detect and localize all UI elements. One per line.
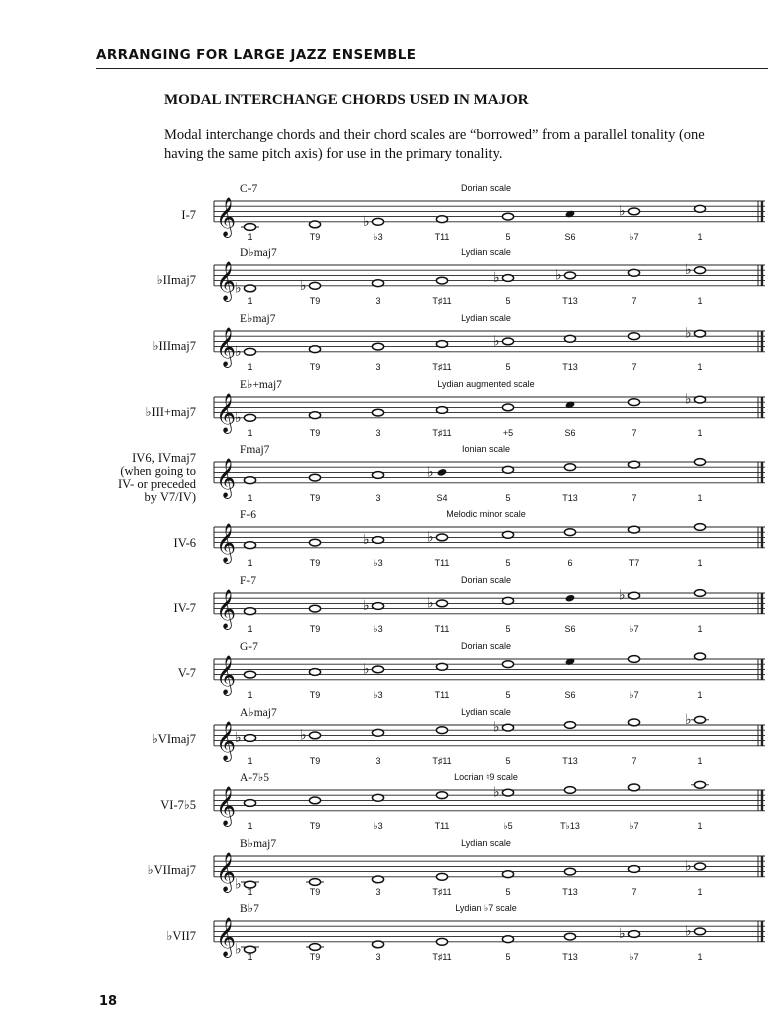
flat-accidental-icon: ♭ [685, 326, 692, 342]
music-example [214, 838, 765, 897]
scale-degree-label: T9 [309, 492, 321, 503]
scale-degree-label: T11 [434, 623, 450, 634]
scale-degree-label: 3 [375, 886, 381, 897]
scale-degree-label: 7 [631, 886, 637, 897]
whole-note [694, 524, 705, 531]
flat-accidental-icon: ♭ [493, 785, 500, 801]
whole-note [309, 605, 320, 612]
whole-note [309, 797, 320, 804]
note-head-filled [565, 594, 576, 603]
chord-symbol: D♭maj7 [240, 247, 277, 259]
music-example [214, 772, 765, 831]
scale-degree-label: 7 [631, 755, 637, 766]
scale-degree-label: T13 [562, 886, 578, 897]
scale-degree-label: 1 [247, 689, 253, 700]
chord-symbol: G-7 [240, 641, 258, 653]
treble-clef-icon: 𝄞 [216, 459, 237, 497]
whole-note [436, 663, 447, 670]
scale-degree-label: ♭3 [373, 557, 383, 568]
scale-degree-label: 1 [247, 231, 253, 242]
scale-degree-label: 3 [375, 295, 381, 306]
whole-note [244, 671, 255, 678]
scale-degree-label: 1 [247, 427, 253, 438]
scale-degree-label: T9 [309, 295, 321, 306]
whole-note [372, 409, 383, 416]
chord-function-label: IV6, IVmaj7 (when going to IV- or preceded by V7/IV) [118, 451, 196, 504]
scale-degree-label: T9 [309, 361, 321, 372]
chord-symbol: B♭7 [240, 903, 259, 915]
whole-note [564, 868, 575, 875]
chord-symbol: A♭maj7 [240, 707, 277, 719]
whole-note [244, 477, 255, 484]
music-example [214, 183, 765, 242]
chord-function-label: ♭IImaj7 [156, 273, 196, 287]
chord-function-label: I-7 [181, 208, 196, 222]
scale-degree-label: T9 [309, 557, 321, 568]
whole-note [502, 789, 513, 796]
whole-note [694, 928, 705, 935]
whole-note [564, 787, 575, 794]
whole-note [502, 466, 513, 473]
intro-paragraph: Modal interchange chords and their chord scales are “borrowed” from a parallel tonality (one having the same pitch axis) for use in the primary tonality. [164, 127, 705, 162]
whole-note [564, 464, 575, 471]
flat-accidental-icon: ♭ [235, 731, 242, 746]
whole-note [436, 277, 447, 284]
scale-degree-label: T♭13 [560, 820, 580, 831]
whole-note [628, 399, 639, 406]
note-head-filled [437, 468, 448, 477]
chord-symbol: B♭maj7 [240, 838, 277, 850]
scale-degree-label: +5 [502, 427, 514, 438]
whole-note [436, 873, 447, 880]
whole-note [694, 396, 705, 403]
whole-note [628, 866, 639, 873]
whole-note [694, 330, 705, 337]
scale-degree-label: 5 [505, 623, 511, 634]
whole-note [628, 931, 639, 938]
flat-accidental-icon: ♭ [427, 530, 434, 546]
chord-function-label: ♭VImaj7 [151, 732, 196, 746]
flat-accidental-icon: ♭ [300, 728, 307, 744]
scale-degree-label: 1 [697, 492, 703, 503]
whole-note [502, 213, 513, 220]
scale-degree-label: ♭7 [629, 689, 639, 700]
treble-clef-icon: 𝄞 [216, 787, 237, 825]
whole-note [502, 724, 513, 731]
whole-note [564, 272, 575, 279]
scale-degree-label: T9 [309, 886, 321, 897]
page-number: 18 [99, 994, 118, 1009]
whole-note [244, 542, 255, 549]
scale-degree-label: 1 [697, 886, 703, 897]
flat-accidental-icon: ♭ [235, 942, 242, 958]
scale-degree-label: 5 [505, 557, 511, 568]
scale-degree-label: T♯11 [432, 951, 452, 962]
whole-note [309, 944, 320, 951]
whole-note [244, 224, 255, 231]
scale-degree-label: 5 [505, 951, 511, 962]
whole-note [694, 459, 705, 466]
scale-degree-label: 1 [247, 557, 253, 568]
music-example [214, 313, 765, 372]
scale-name: Lydian ♭7 scale [455, 903, 517, 913]
music-example [214, 641, 765, 700]
treble-clef-icon: 𝄞 [216, 918, 237, 956]
scale-degree-label: 1 [697, 361, 703, 372]
whole-note [502, 531, 513, 538]
scale-degree-label: S6 [564, 689, 576, 700]
whole-note [309, 539, 320, 546]
whole-note [628, 526, 639, 533]
scale-degree-label: ♭3 [373, 689, 383, 700]
scale-name: Locrian ♮9 scale [454, 772, 518, 782]
scale-degree-label: 1 [247, 951, 253, 962]
whole-note [309, 474, 320, 481]
scale-degree-label: T11 [434, 689, 450, 700]
scale-name: Lydian scale [461, 247, 511, 257]
flat-accidental-icon: ♭ [685, 712, 692, 728]
music-example [214, 707, 765, 766]
scale-degree-label: ♭5 [503, 820, 513, 831]
scale-degree-label: 5 [505, 361, 511, 372]
chord-function-label: IV-7 [173, 601, 196, 615]
whole-note [309, 221, 320, 228]
scale-degree-label: ♭7 [629, 231, 639, 242]
scale-degree-label: 1 [697, 231, 703, 242]
music-example [214, 903, 765, 962]
whole-note [564, 335, 575, 342]
chord-function-label: VI-7♭5 [160, 798, 196, 812]
scale-name: Dorian scale [460, 183, 512, 193]
whole-note [628, 719, 639, 726]
scale-degree-label: T♯11 [432, 427, 452, 438]
whole-note [502, 936, 513, 943]
scale-name: Ionian scale [461, 444, 511, 454]
scale-degree-label: S6 [564, 623, 576, 634]
treble-clef-icon: 𝄞 [216, 853, 237, 891]
scale-degree-label: T9 [309, 820, 321, 831]
scale-degree-label: ♭7 [629, 951, 639, 962]
flat-accidental-icon: ♭ [619, 588, 626, 604]
whole-note [244, 414, 255, 421]
scale-degree-label: ♭7 [629, 623, 639, 634]
scale-degree-label: ♭7 [629, 820, 639, 831]
music-example [214, 575, 765, 634]
scale-degree-label: T13 [562, 951, 578, 962]
scale-degree-label: 5 [505, 492, 511, 503]
whole-note [309, 732, 320, 739]
music-example [214, 247, 765, 306]
whole-note [372, 280, 383, 287]
whole-note [628, 461, 639, 468]
chord-function-label: ♭VIImaj7 [147, 863, 196, 877]
flat-accidental-icon: ♭ [363, 599, 370, 614]
flat-accidental-icon: ♭ [363, 214, 370, 230]
flat-accidental-icon: ♭ [685, 924, 692, 940]
note-head-filled [565, 210, 576, 219]
whole-note [502, 597, 513, 604]
scale-degree-label: T11 [434, 557, 450, 568]
music-example [214, 379, 765, 438]
flat-accidental-icon: ♭ [363, 533, 370, 548]
chord-symbol: A-7♭5 [240, 772, 270, 784]
scale-degree-label: 1 [247, 820, 253, 831]
chord-symbol: E♭+maj7 [240, 379, 282, 391]
chord-function-label: IV-6 [173, 536, 196, 550]
scale-degree-label: T♯11 [432, 295, 452, 306]
scale-degree-label: 7 [631, 492, 637, 503]
whole-note [694, 267, 705, 274]
treble-clef-icon: 𝄞 [216, 656, 237, 694]
flat-accidental-icon: ♭ [235, 877, 242, 893]
whole-note [436, 938, 447, 945]
scale-degree-label: 1 [697, 427, 703, 438]
scale-degree-label: 1 [697, 295, 703, 306]
whole-note [628, 656, 639, 663]
note-head-filled [565, 657, 576, 666]
scale-degree-label: 7 [631, 295, 637, 306]
scale-degree-label: T7 [628, 557, 640, 568]
scale-degree-label: T11 [434, 231, 450, 242]
music-example [214, 509, 765, 568]
chord-function-label: ♭IIImaj7 [152, 339, 196, 353]
whole-note [436, 407, 447, 414]
whole-note [436, 341, 447, 348]
whole-note [436, 534, 447, 541]
note-head-filled [565, 400, 576, 409]
whole-note [309, 412, 320, 419]
scale-degree-label: T9 [309, 689, 321, 700]
whole-note [244, 285, 255, 292]
scale-degree-label: 1 [697, 820, 703, 831]
whole-note [244, 608, 255, 615]
scale-degree-label: 1 [697, 557, 703, 568]
whole-note [372, 218, 383, 225]
scale-degree-label: 3 [375, 951, 381, 962]
scale-degree-label: ♭3 [373, 231, 383, 242]
flat-accidental-icon: ♭ [427, 596, 434, 612]
scale-degree-label: 1 [697, 689, 703, 700]
whole-note [628, 208, 639, 215]
scale-degree-label: 1 [247, 623, 253, 634]
whole-note [309, 282, 320, 289]
scale-degree-label: 1 [697, 755, 703, 766]
flat-accidental-icon: ♭ [555, 268, 562, 284]
whole-note [694, 716, 705, 723]
scale-degree-label: T9 [309, 623, 321, 634]
scale-degree-label: 5 [505, 231, 511, 242]
running-head: ARRANGING FOR LARGE JAZZ ENSEMBLE [96, 47, 417, 63]
scale-degree-label: T♯11 [432, 886, 452, 897]
flat-accidental-icon: ♭ [685, 263, 692, 279]
whole-note [436, 216, 447, 223]
scale-degree-label: 3 [375, 427, 381, 438]
flat-accidental-icon: ♭ [685, 859, 692, 875]
scale-degree-label: S6 [564, 427, 576, 438]
treble-clef-icon: 𝄞 [216, 722, 237, 760]
scale-degree-label: T13 [562, 492, 578, 503]
scale-name: Lydian scale [461, 313, 511, 323]
scale-degree-label: 3 [375, 361, 381, 372]
section-title: MODAL INTERCHANGE CHORDS USED IN MAJOR [164, 92, 529, 108]
flat-accidental-icon: ♭ [493, 720, 500, 736]
chord-function-label: V-7 [177, 666, 196, 680]
flat-accidental-icon: ♭ [300, 278, 307, 294]
chord-function-label: ♭III+maj7 [145, 405, 196, 419]
whole-note [694, 863, 705, 870]
scale-name: Lydian scale [461, 707, 511, 717]
scale-degree-label: T♯11 [432, 361, 452, 372]
whole-note [372, 603, 383, 610]
scale-degree-label: 5 [505, 689, 511, 700]
chord-symbol: Fmaj7 [240, 444, 270, 456]
whole-note [372, 666, 383, 673]
whole-note [372, 794, 383, 801]
whole-note [628, 784, 639, 791]
whole-note [502, 404, 513, 411]
scale-degree-label: 5 [505, 886, 511, 897]
scale-degree-label: 3 [375, 755, 381, 766]
scale-degree-label: T9 [309, 427, 321, 438]
whole-note [436, 727, 447, 734]
chord-symbol: E♭maj7 [240, 313, 276, 325]
treble-clef-icon: 𝄞 [216, 394, 237, 432]
whole-note [694, 205, 705, 212]
treble-clef-icon: 𝄞 [216, 590, 237, 628]
whole-note [502, 338, 513, 345]
whole-note [244, 348, 255, 355]
scale-degree-label: T9 [309, 755, 321, 766]
scale-name: Dorian scale [460, 641, 512, 651]
scale-degree-label: T9 [309, 231, 321, 242]
whole-note [628, 592, 639, 599]
whole-note [694, 590, 705, 597]
flat-accidental-icon: ♭ [685, 392, 692, 408]
whole-note [309, 879, 320, 886]
whole-note [244, 735, 255, 742]
whole-note [502, 275, 513, 282]
whole-note [694, 781, 705, 788]
whole-note [372, 876, 383, 883]
whole-note [372, 343, 383, 350]
scale-name: Lydian augmented scale [437, 379, 535, 389]
whole-note [372, 729, 383, 736]
whole-note [564, 722, 575, 729]
scale-degree-label: 1 [247, 755, 253, 766]
flat-accidental-icon: ♭ [493, 334, 500, 350]
whole-note [564, 933, 575, 940]
flat-accidental-icon: ♭ [427, 465, 434, 481]
scale-degree-label: T♯11 [432, 755, 452, 766]
flat-accidental-icon: ♭ [619, 927, 626, 942]
scale-degree-label: S4 [436, 492, 448, 503]
whole-note [628, 333, 639, 340]
treble-clef-icon: 𝄞 [216, 328, 237, 366]
flat-accidental-icon: ♭ [235, 344, 242, 360]
whole-note [309, 669, 320, 676]
whole-note [309, 346, 320, 353]
whole-note [372, 941, 383, 948]
scale-degree-label: 5 [505, 755, 511, 766]
whole-note [502, 661, 513, 668]
chord-symbol: F-7 [240, 575, 256, 587]
whole-note [436, 600, 447, 607]
flat-accidental-icon: ♭ [619, 204, 626, 220]
scale-degree-label: T13 [562, 295, 578, 306]
chord-symbol: C-7 [240, 183, 258, 195]
scale-degree-label: 3 [375, 492, 381, 503]
scale-degree-label: 1 [247, 886, 253, 897]
whole-note [564, 529, 575, 536]
scale-name: Lydian scale [461, 838, 511, 848]
whole-note [372, 472, 383, 479]
whole-note [694, 653, 705, 660]
whole-note [502, 871, 513, 878]
scale-degree-label: T13 [562, 755, 578, 766]
scale-degree-label: T11 [434, 820, 450, 831]
scale-degree-label: T13 [562, 361, 578, 372]
scale-name: Melodic minor scale [446, 509, 526, 519]
music-example [214, 444, 765, 503]
chord-function-label: ♭VII7 [166, 929, 196, 943]
scale-degree-label: 1 [697, 951, 703, 962]
scale-degree-label: 5 [505, 295, 511, 306]
scale-degree-label: 1 [697, 623, 703, 634]
scale-degree-label: 1 [247, 492, 253, 503]
treble-clef-icon: 𝄞 [216, 198, 237, 236]
whole-note [244, 800, 255, 807]
whole-note [372, 537, 383, 544]
scale-degree-label: 1 [247, 295, 253, 306]
whole-note [628, 269, 639, 276]
scale-degree-label: ♭3 [373, 820, 383, 831]
scale-degree-label: S6 [564, 231, 576, 242]
scale-degree-label: ♭3 [373, 623, 383, 634]
scale-degree-label: 1 [247, 361, 253, 372]
scale-degree-label: T9 [309, 951, 321, 962]
scale-degree-label: 7 [631, 427, 637, 438]
flat-accidental-icon: ♭ [235, 410, 242, 426]
treble-clef-icon: 𝄞 [216, 262, 237, 300]
scale-degree-label: 7 [631, 361, 637, 372]
whole-note [436, 792, 447, 799]
flat-accidental-icon: ♭ [235, 281, 242, 297]
flat-accidental-icon: ♭ [363, 662, 370, 678]
chord-symbol: F-6 [240, 509, 256, 521]
scale-degree-label: 6 [567, 557, 573, 568]
treble-clef-icon: 𝄞 [216, 524, 237, 562]
flat-accidental-icon: ♭ [493, 271, 500, 286]
scale-name: Dorian scale [460, 575, 512, 585]
